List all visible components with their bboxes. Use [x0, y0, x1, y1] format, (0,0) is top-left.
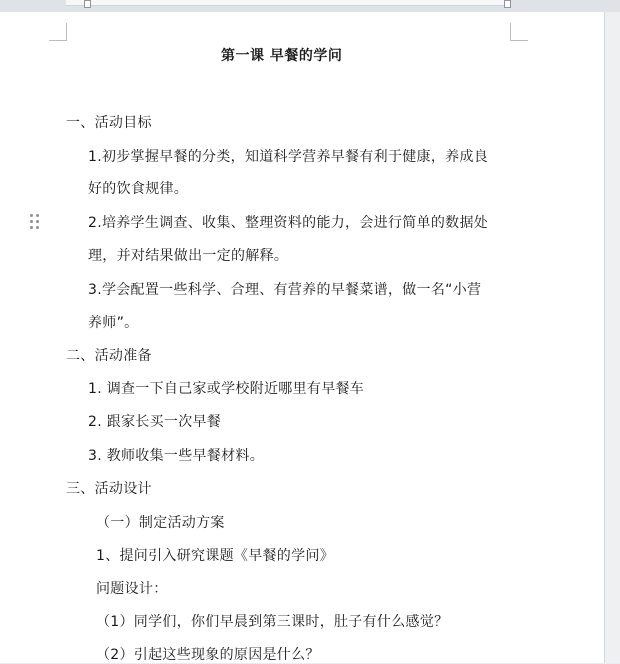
goal-3-line-2: 养师”。: [88, 315, 139, 331]
goal-1-line-2: 好的饮食规律。: [88, 181, 189, 197]
question-1: （1）同学们，你们早晨到第三课时，肚子有什么感觉？: [96, 614, 449, 630]
section-heading-preparation: 二、活动准备: [66, 348, 152, 364]
right-indent-marker[interactable]: [504, 0, 511, 8]
top-right-margin-mark: [510, 23, 528, 41]
question-design-label: 问题设计：: [96, 581, 168, 597]
paragraph-drag-handle-icon[interactable]: [30, 214, 40, 230]
prep-item-3: 3. 教师收集一些早餐材料。: [88, 448, 265, 464]
question-2: （2）引起这些现象的原因是什么？: [96, 647, 320, 663]
goal-2-line-2: 理，并对结果做出一定的解释。: [88, 248, 289, 264]
design-subheading-1: （一）制定活动方案: [96, 515, 225, 531]
goal-3-line-1: 3.学会配置一些科学、合理、有营养的早餐菜谱，做一名“小营: [88, 282, 482, 298]
prep-item-1: 1. 调查一下自己家或学校附近哪里有早餐车: [88, 381, 365, 397]
goal-2-line-1: 2.培养学生调查、收集、整理资料的能力，会进行简单的数据处: [88, 215, 489, 231]
prep-item-2: 2. 跟家长买一次早餐: [88, 414, 222, 430]
document-page[interactable]: [0, 12, 605, 663]
section-heading-design: 三、活动设计: [66, 481, 152, 497]
design-item-1: 1、提问引入研究课题《早餐的学问》: [96, 548, 335, 564]
top-left-margin-mark: [49, 23, 67, 41]
goal-1-line-1: 1.初步掌握早餐的分类，知道科学营养早餐有利于健康，养成良: [88, 149, 489, 165]
document-title: 第一课 早餐的学问: [221, 48, 343, 64]
section-heading-goals: 一、活动目标: [66, 115, 152, 131]
ruler: [0, 0, 620, 12]
vertical-scrollbar[interactable]: [605, 12, 620, 663]
ruler-bar: [66, 0, 511, 6]
left-indent-marker[interactable]: [84, 0, 91, 8]
